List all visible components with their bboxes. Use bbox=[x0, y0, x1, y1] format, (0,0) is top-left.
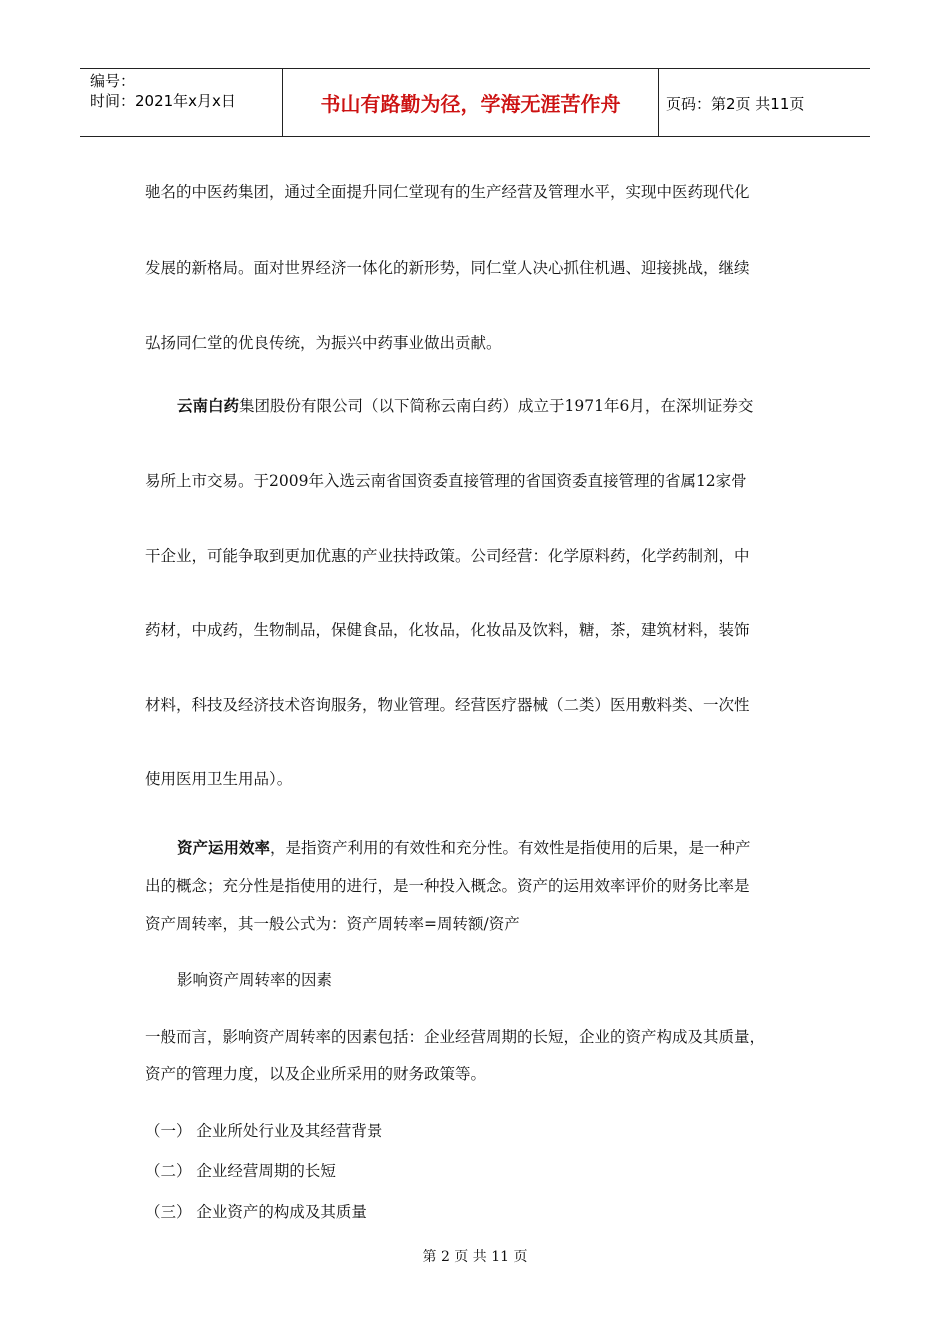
paragraph-line: 资产周转率，其一般公式为：资产周转率=周转额/资产 bbox=[145, 915, 520, 933]
header-motto: 书山有路勤为径，学海无涯苦作舟 bbox=[282, 69, 659, 136]
asset-paragraph-first-line bbox=[177, 836, 807, 858]
header-meta bbox=[90, 71, 280, 111]
yunnan-line-text: 集团股份有限公司（以下简称云南白药）成立于1971年6月，在深圳证券交 bbox=[239, 397, 754, 415]
paragraph-line: 干企业，可能争取到更加优惠的产业扶持政策。公司经营：化学原料药，化学药制剂，中 bbox=[145, 547, 750, 565]
list-item: （二） 企业经营周期的长短 bbox=[145, 1162, 336, 1180]
yunnan-paragraph-first-line bbox=[177, 394, 807, 416]
document-date: 时间：2021年x月x日 bbox=[90, 92, 236, 110]
paragraph-line: 出的概念；充分性是指使用的进行，是一种投入概念。资产的运用效率评价的财务比率是 bbox=[145, 877, 750, 895]
paragraph-line: 发展的新格局。面对世界经济一体化的新形势，同仁堂人决心抓住机遇、迎接挑战，继续 bbox=[145, 259, 750, 277]
factor-heading: 影响资产周转率的因素 bbox=[177, 971, 333, 989]
asset-term: 资产运用效率 bbox=[177, 838, 271, 857]
header-page-info: 页码：第2页 共11页 bbox=[666, 95, 805, 113]
asset-line-text: ，是指资产利用的有效性和充分性。有效性是指使用的后果，是一种产 bbox=[270, 839, 751, 857]
paragraph-line: 使用医用卫生用品）。 bbox=[145, 770, 293, 788]
paragraph-line: 药材，中成药，生物制品，保健食品，化妆品，化妆品及饮料，糖，茶，建筑材料，装饰 bbox=[145, 621, 750, 639]
paragraph-line: 易所上市交易。于2009年入选云南省国资委直接管理的省国资委直接管理的省属12家骨 bbox=[145, 472, 747, 490]
paragraph-line: 驰名的中医药集团，通过全面提升同仁堂现有的生产经营及管理水平，实现中医药现代化 bbox=[145, 183, 750, 201]
paragraph-line: 材料，科技及经济技术咨询服务，物业管理。经营医疗器械（二类）医用敷料类、一次性 bbox=[145, 696, 750, 714]
document-number-label: 编号： bbox=[90, 72, 136, 90]
page-footer: 第 2 页 共 11 页 bbox=[422, 1249, 528, 1265]
page-header bbox=[80, 68, 870, 137]
list-item: （三） 企业资产的构成及其质量 bbox=[145, 1203, 367, 1221]
paragraph-line: 一般而言，影响资产周转率的因素包括：企业经营周期的长短，企业的资产构成及其质量， bbox=[145, 1028, 766, 1046]
paragraph-line: 弘扬同仁堂的优良传统，为振兴中药事业做出贡献。 bbox=[145, 334, 502, 352]
list-item: （一） 企业所处行业及其经营背景 bbox=[145, 1122, 383, 1140]
paragraph-line: 资产的管理力度，以及企业所采用的财务政策等。 bbox=[145, 1065, 487, 1083]
yunnan-term: 云南白药 bbox=[177, 396, 240, 415]
